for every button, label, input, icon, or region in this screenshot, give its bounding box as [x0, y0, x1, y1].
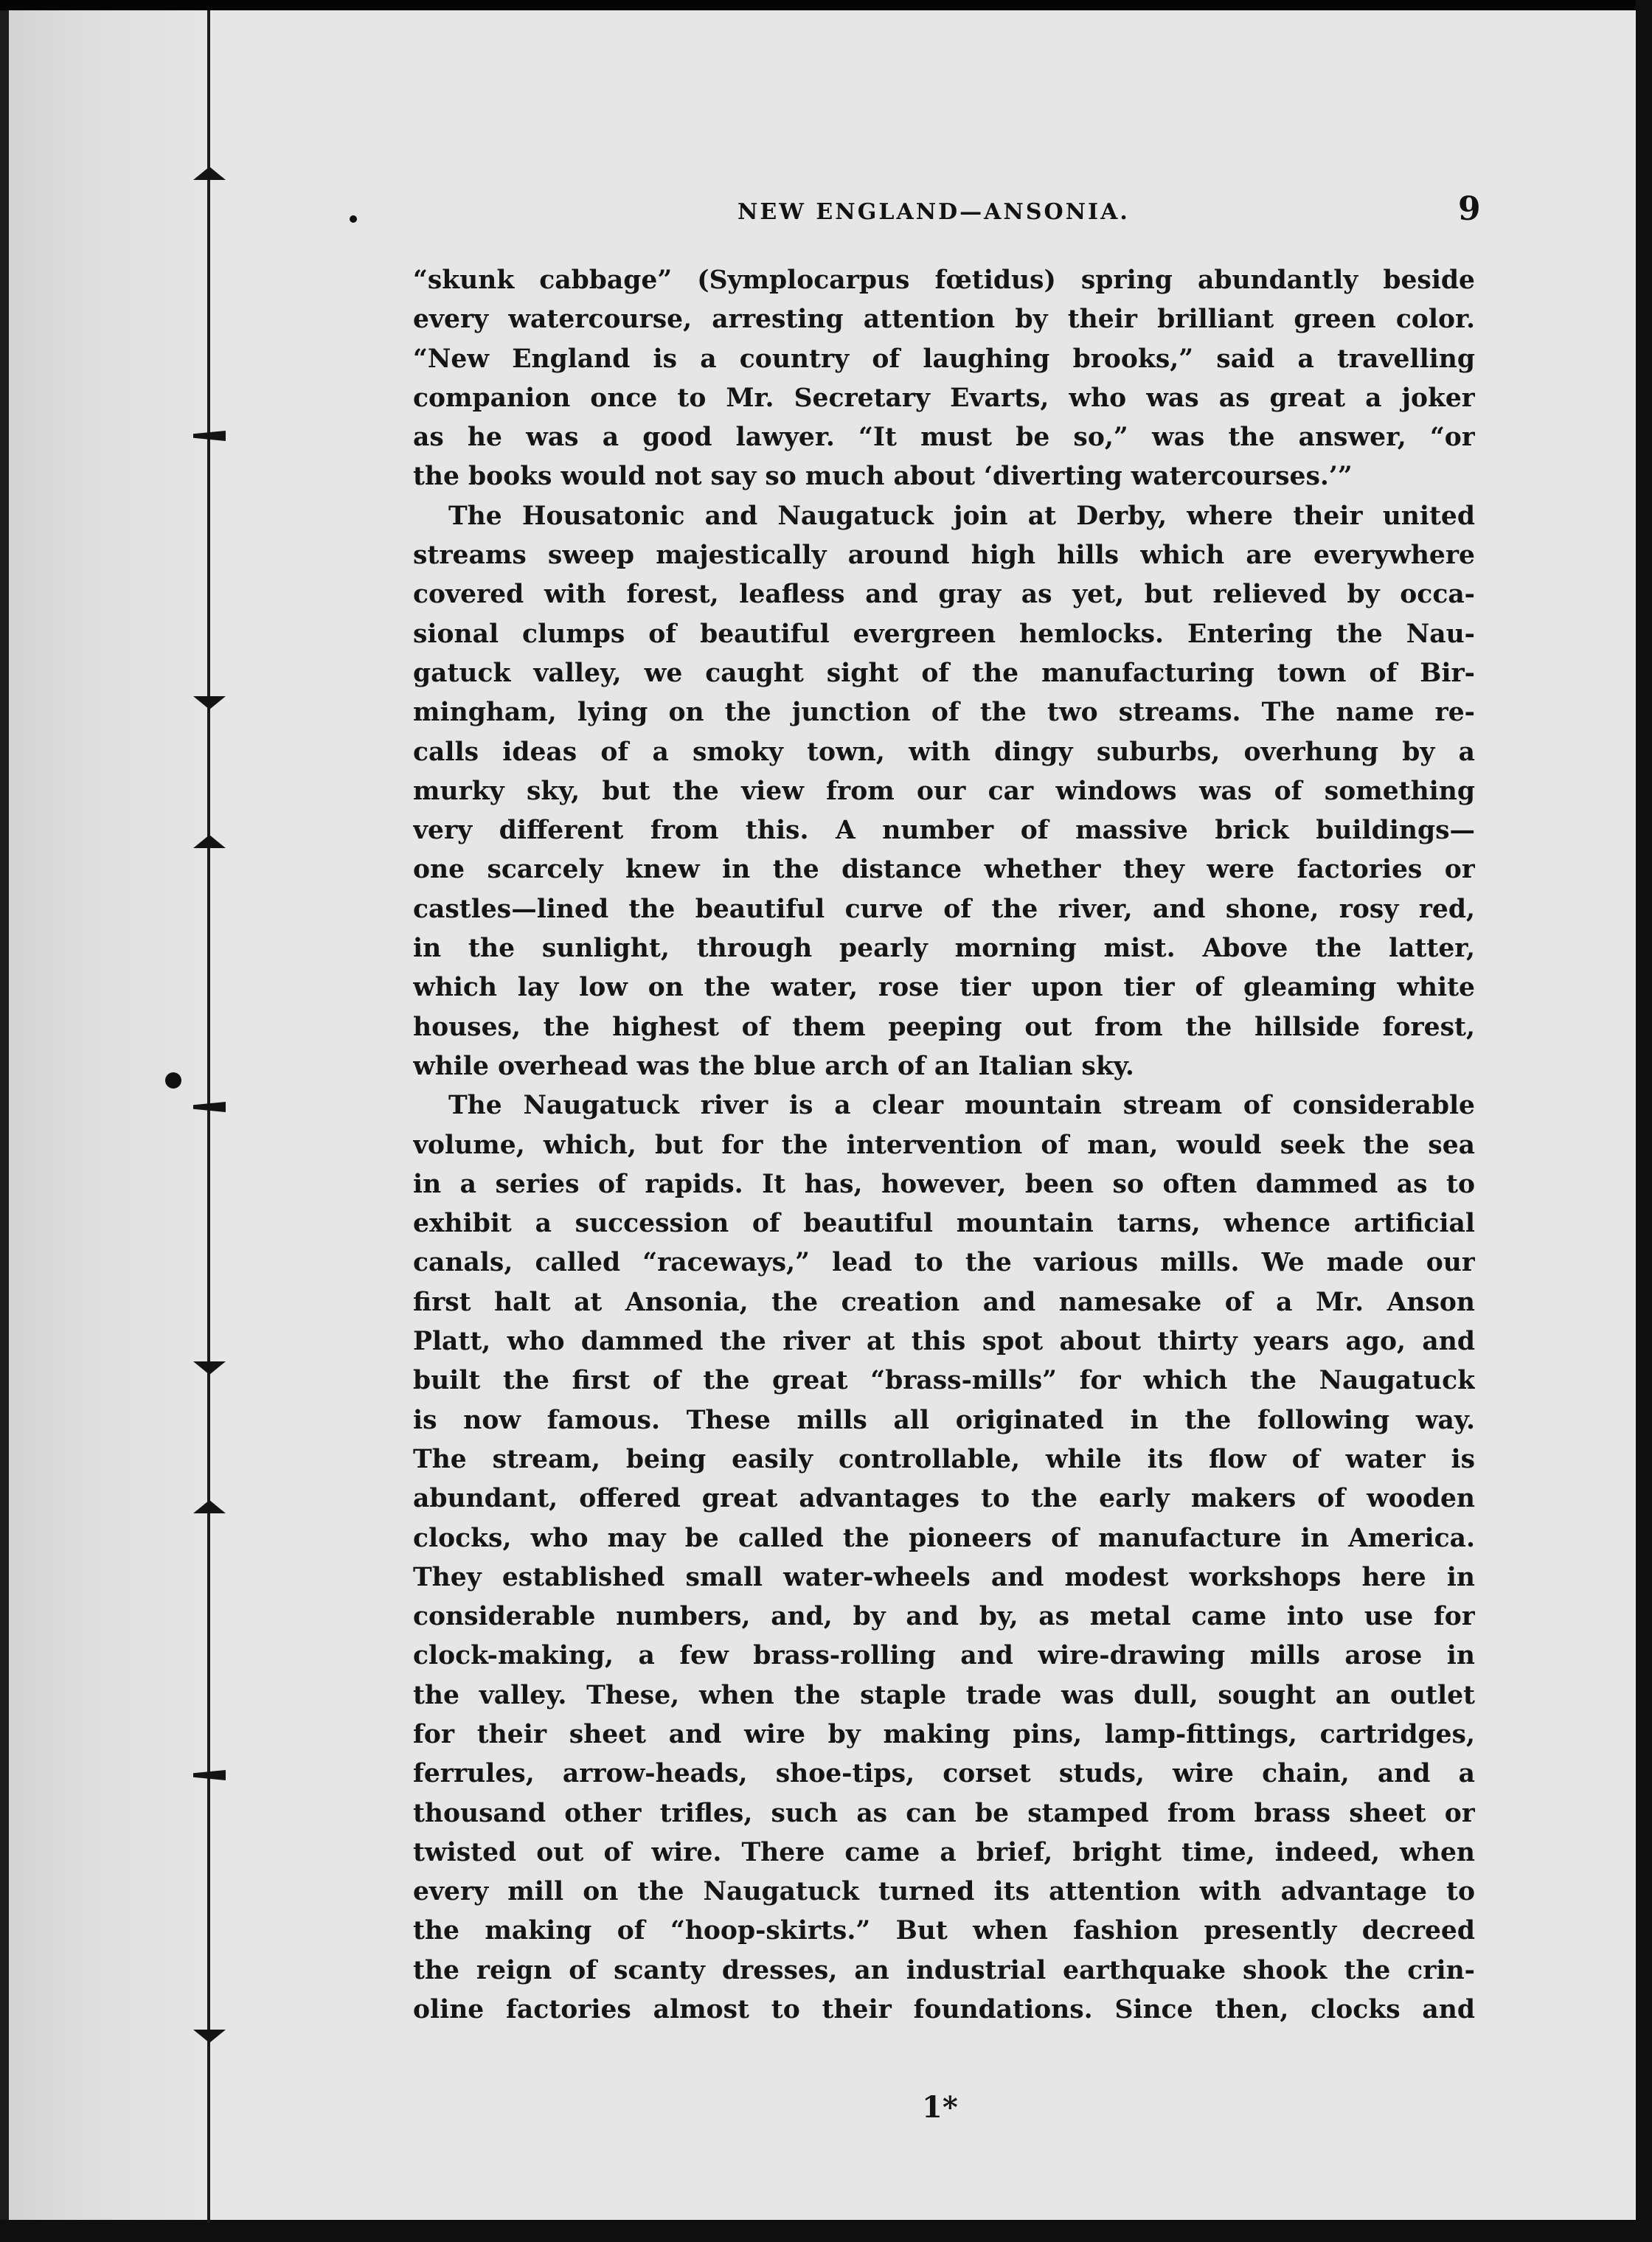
text-line: clock-making, a few brass-rolling and wire-drawing mills arose in [413, 1641, 1475, 1671]
signature-mark: 1* [922, 2090, 958, 2125]
text-line: covered with forest, leafless and gray as yet, but relieved by occa- [413, 580, 1475, 610]
text-line: the making of “hoop-skirts.” But when fashion presently decreed [413, 1916, 1475, 1946]
text-line: They established small water-wheels and modest workshops here in [413, 1562, 1475, 1592]
text-line: “skunk cabbage” (Symplocarpus fœtidus) spring abundantly beside [413, 266, 1475, 295]
text-line: thousand other trifles, such as can be stamped from brass sheet or [413, 1798, 1475, 1828]
text-line: companion once to Mr. Secretary Evarts, who was as great a joker [413, 383, 1475, 413]
text-line: The stream, being easily controllable, while its flow of water is [413, 1444, 1475, 1474]
text-line: murky sky, but the view from our car windows was of something [413, 776, 1475, 806]
text-line: volume, which, but for the intervention of man, would seek the sea [413, 1130, 1475, 1160]
text-line: The Housatonic and Naugatuck join at Derby, where their united [448, 501, 1475, 531]
text-line: every watercourse, arresting attention by their brilliant green color. [413, 305, 1475, 335]
text-line: while overhead was the blue arch of an Italian sky. [413, 1051, 1134, 1081]
text-line: considerable numbers, and, by and by, as metal came into use for [413, 1602, 1475, 1632]
text-line: canals, called “raceways,” lead to the various mills. We made our [413, 1248, 1475, 1278]
ink-blot [165, 1072, 181, 1089]
text-line: which lay low on the water, rose tier upon tier of gleaming white [413, 973, 1475, 1003]
running-head: NEW ENGLAND—ANSONIA. [738, 199, 1130, 225]
text-line: is now famous. These mills all originated in the following way. [413, 1405, 1475, 1435]
text-line: “New England is a country of laughing brooks,” said a travelling [413, 344, 1475, 374]
text-line: abundant, offered great advantages to the early makers of wooden [413, 1484, 1475, 1514]
text-line: the reign of scanty dresses, an industrial earthquake shook the crin- [413, 1955, 1475, 1985]
text-line: every mill on the Naugatuck turned its attention with advantage to [413, 1877, 1475, 1907]
gutter-shadow [0, 10, 221, 2220]
text-line: twisted out of wire. There came a brief, bright time, indeed, when [413, 1837, 1475, 1867]
ink-speck [350, 215, 357, 223]
text-line: streams sweep majestically around high hills which are everywhere [413, 541, 1475, 571]
text-line: one scarcely knew in the distance whether they were factories or [413, 855, 1475, 885]
text-line: ferrules, arrow-heads, shoe-tips, corset studs, wire chain, and a [413, 1759, 1475, 1789]
text-line: houses, the highest of them peeping out from the hillside forest, [413, 1012, 1475, 1042]
text-line: castles—lined the beautiful curve of the river, and shone, rosy red, [413, 894, 1475, 924]
text-line: in a series of rapids. It has, however, been so often dammed as to [413, 1169, 1475, 1199]
text-line: mingham, lying on the junction of the two streams. The name re- [413, 698, 1475, 728]
text-line: gatuck valley, we caught sight of the manufacturing town of Bir- [413, 658, 1475, 688]
scan-right-edge [1636, 0, 1652, 2242]
text-line: in the sunlight, through pearly morning mist. Above the latter, [413, 934, 1475, 964]
binding-stitch-line [207, 10, 210, 2223]
text-line: the books would not say so much about ‘diverting watercourses.’” [413, 462, 1353, 492]
text-line: clocks, who may be called the pioneers of manufacture in America. [413, 1523, 1475, 1553]
text-line: first halt at Ansonia, the creation and namesake of a Mr. Anson [413, 1287, 1475, 1317]
text-line: oline factories almost to their foundations. Since then, clocks and [413, 1995, 1475, 2025]
text-line: the valley. These, when the staple trade was dull, sought an outlet [413, 1680, 1475, 1710]
text-line: The Naugatuck river is a clear mountain stream of considerable [448, 1091, 1475, 1121]
book-page [0, 10, 1636, 2220]
text-line: exhibit a succession of beautiful mountain tarns, whence artificial [413, 1209, 1475, 1239]
text-line: as he was a good lawyer. “It must be so,” was the answer, “or [413, 423, 1475, 453]
page-number: 9 [1458, 190, 1481, 228]
text-line: sional clumps of beautiful evergreen hemlocks. Entering the Nau- [413, 619, 1475, 649]
text-line: for their sheet and wire by making pins, lamp-fittings, cartridges, [413, 1719, 1475, 1749]
text-line: Platt, who dammed the river at this spot about thirty years ago, and [413, 1327, 1475, 1357]
facing-page-edge [0, 10, 9, 2220]
text-line: built the first of the great “brass-mills” for which the Naugatuck [413, 1366, 1475, 1396]
text-line: calls ideas of a smoky town, with dingy suburbs, overhung by a [413, 737, 1475, 767]
body-text [413, 261, 1475, 2030]
text-line: very different from this. A number of massive brick buildings— [413, 816, 1475, 846]
